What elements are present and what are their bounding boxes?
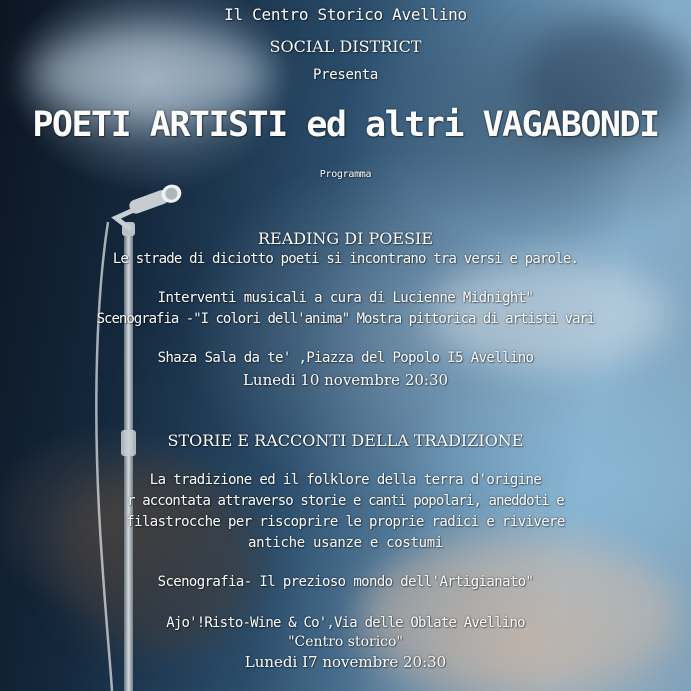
- microphone-head: [127, 182, 184, 217]
- event2-description-line: La tradizione ed il folklore della terra d'origine: [149, 472, 542, 488]
- event1-scenography: Scenografia -"I colori dell'anima" Mostra pittorica di artisti vari: [96, 311, 595, 327]
- presents-label: Presenta: [312, 67, 379, 83]
- event2-heading: STORIE E RACCONTI DELLA TRADIZIONE: [167, 431, 524, 450]
- event2-venue-note: "Centro storico": [288, 634, 403, 650]
- event1-music: Interventi musicali a cura di Lucienne Midnight": [157, 290, 534, 306]
- event1-heading: READING DI POESIE: [257, 229, 434, 248]
- organizer-name: Il Centro Storico Avellino: [224, 5, 467, 24]
- event2-description-line: r accontata attraverso storie e canti popolari, aneddoti e: [127, 493, 564, 509]
- district-name: SOCIAL DISTRICT: [269, 37, 422, 56]
- event1-venue: Shaza Sala da te' ,Piazza del Popolo I5 Avellino: [157, 350, 534, 366]
- program-label: Programma: [319, 169, 372, 180]
- event2-venue: Ajo'!Risto-Wine & Co',Via delle Oblate Avellino: [166, 615, 525, 631]
- event1-description: Le strade di diciotto poeti si incontrano tra versi e parole.: [112, 251, 579, 267]
- event1-date: Lunedi 10 novembre 20:30: [242, 371, 449, 389]
- event-title: POETI ARTISTI ed altri VAGABONDI: [32, 105, 659, 145]
- event2-scenography: Scenografia- Il prezioso mondo dell'Artigianato": [157, 574, 534, 590]
- event2-description-line: filastrocche per riscoprire le proprie radici e rivivere: [126, 514, 565, 530]
- event2-description-line: antiche usanze e costumi: [247, 535, 444, 551]
- event2-date: Lunedi I7 novembre 20:30: [244, 653, 447, 671]
